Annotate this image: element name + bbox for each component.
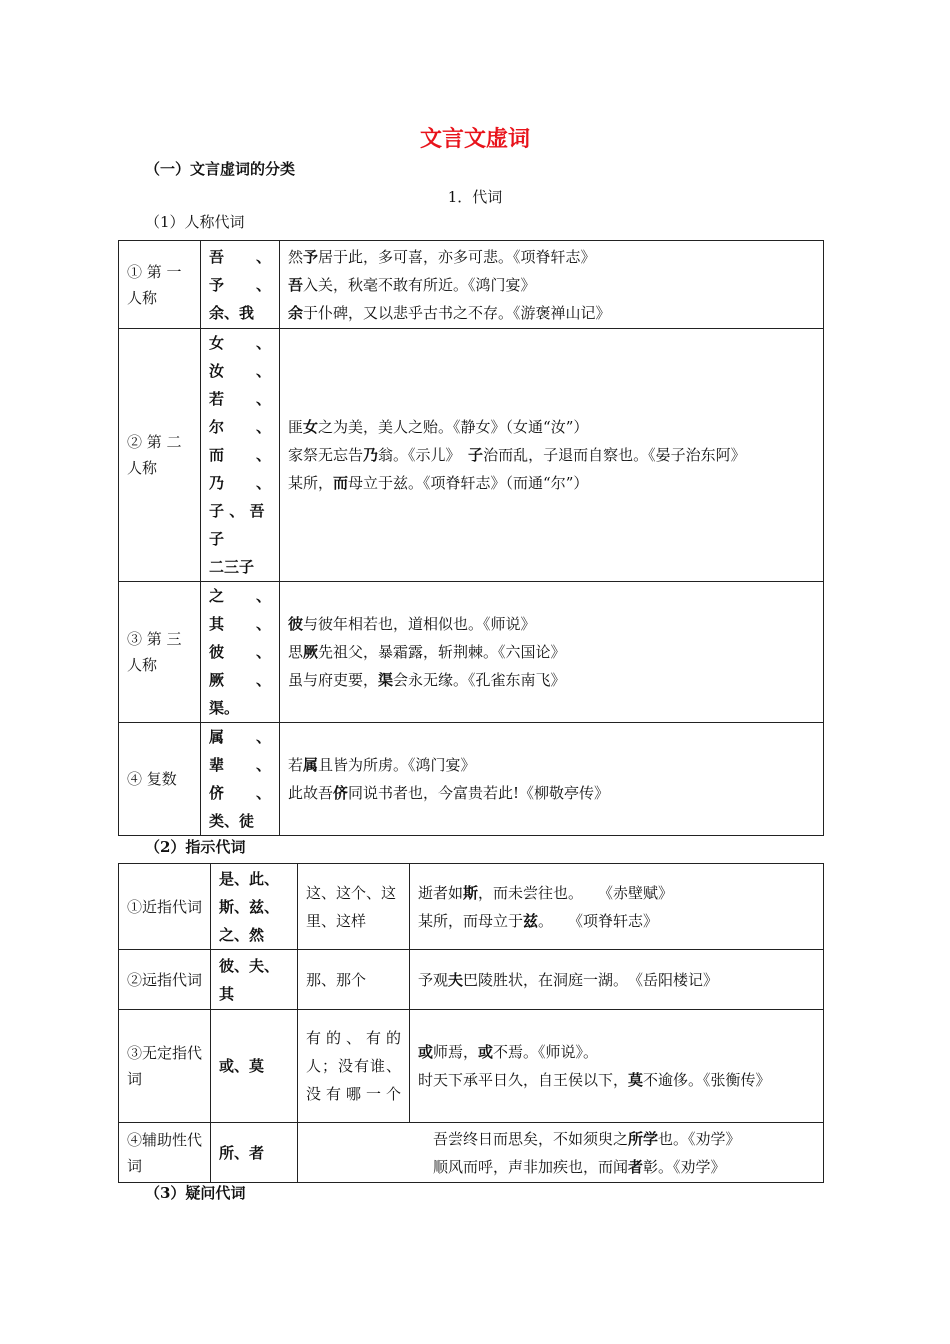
category-cell: ②远指代词 xyxy=(119,950,211,1010)
keyword-line: 子 、 吾 xyxy=(209,502,265,520)
table-row xyxy=(119,329,824,582)
example-line: 余于仆碑，又以悲乎古书之不存。《游褒禅山记》 xyxy=(288,303,611,322)
example-cell xyxy=(280,582,824,723)
keyword-line: 之 、 xyxy=(209,587,271,605)
keyword-line: 辈 、 xyxy=(209,756,271,774)
highlighted-word: 乃 xyxy=(363,446,379,464)
highlighted-word: 者 xyxy=(628,1157,644,1176)
example-cell xyxy=(410,950,824,1010)
keyword-cell xyxy=(201,241,280,329)
example-line: 思厥先祖父，暴霜露，斩荆棘。《六国论》 xyxy=(288,643,566,661)
highlighted-word: 渠 xyxy=(378,671,394,689)
highlighted-word: 余 xyxy=(288,303,304,322)
keyword-cell: 或、莫 xyxy=(211,1010,298,1123)
example-line: 彼与彼年相若也，道相似也。《师说》 xyxy=(288,615,536,633)
demonstrative-pronoun-heading: （2）指示代词 xyxy=(145,838,246,856)
keyword-line: 子 xyxy=(209,530,225,548)
keyword-cell: 所、者 xyxy=(211,1123,298,1183)
personal-pronoun-heading: （1）人称代词 xyxy=(145,213,245,231)
highlighted-word: 或 xyxy=(418,1043,434,1061)
keyword-line: 渠。 xyxy=(209,699,240,717)
example-line: 匪女之为美，美人之贻。《静女》（女通“汝”） xyxy=(288,418,589,436)
keyword-line: 吾 、 xyxy=(209,247,271,266)
table-row xyxy=(119,723,824,836)
example-line: 予观夫巴陵胜状，在洞庭一湖。 《岳阳楼记》 xyxy=(418,970,719,989)
example-line: 时天下承平日久，自王侯以下，莫不逾侈。《张衡传》 xyxy=(418,1071,771,1089)
example-cell xyxy=(298,1123,824,1183)
category-cell: ③ 第 三 人称 xyxy=(119,582,201,723)
highlighted-word: 女 xyxy=(303,418,319,436)
keyword-cell xyxy=(201,582,280,723)
example-line: 逝者如斯，而未尝往也。 《赤壁赋》 xyxy=(418,883,674,902)
table-row xyxy=(119,864,824,950)
example-line: 家祭无忘告乃翁。《示儿》 子治而乱，子退而自察也。《晏子治东阿》 xyxy=(288,446,746,464)
example-cell xyxy=(280,329,824,582)
table-row xyxy=(119,582,824,723)
category-cell: ④ 复数 xyxy=(119,723,201,836)
keyword-line: 厥 、 xyxy=(209,671,271,689)
keyword-cell xyxy=(201,329,280,582)
example-line: 或师焉，或不焉。《师说》。 xyxy=(418,1043,599,1061)
highlighted-word: 吾 xyxy=(288,275,304,294)
keyword-line: 类、徒 xyxy=(209,812,255,830)
demonstrative-pronoun-table xyxy=(118,863,824,1183)
subsection-heading: 1．代词 xyxy=(447,188,503,206)
interrogative-pronoun-heading: （3）疑问代词 xyxy=(145,1184,246,1202)
table-row xyxy=(119,1123,824,1183)
meaning-cell: 有的、有的人；没有谁、没有哪一个 xyxy=(298,1010,410,1123)
highlighted-word: 予 xyxy=(303,247,319,266)
highlighted-word: 或 xyxy=(478,1043,494,1061)
example-line: 若属且皆为所虏。《鸿门宴》 xyxy=(288,756,476,774)
category-cell: ② 第 二 人称 xyxy=(119,329,201,582)
keyword-line: 乃 、 xyxy=(209,474,271,492)
highlighted-word: 而 xyxy=(333,474,349,492)
highlighted-word: 子 xyxy=(468,446,484,464)
meaning-cell: 那、那个 xyxy=(298,950,410,1010)
keyword-line: 余、我 xyxy=(209,303,255,322)
highlighted-word: 厥 xyxy=(303,643,319,661)
highlighted-word: 莫 xyxy=(628,1071,644,1089)
highlighted-word: 属 xyxy=(303,756,319,774)
example-line: 虽与府吏要，渠会永无缘。《孔雀东南飞》 xyxy=(288,671,566,689)
personal-pronoun-table xyxy=(118,240,824,836)
meaning-cell: 这、这个、这里、这样 xyxy=(298,864,410,950)
example-cell xyxy=(410,1010,824,1123)
section-heading: （一）文言虚词的分类 xyxy=(145,160,296,178)
keyword-line: 女 、 xyxy=(209,334,271,352)
category-cell: ④辅助性代词 xyxy=(119,1123,211,1183)
keyword-line: 汝 、 xyxy=(209,362,271,380)
example-line: 吾入关，秋毫不敢有所近。《鸿门宴》 xyxy=(288,275,536,294)
keyword-cell: 是、此、斯、兹、之、然 xyxy=(211,864,298,950)
example-line: 然予居于此，多可喜，亦多可悲。《项脊轩志》 xyxy=(288,247,596,266)
highlighted-word: 夫 xyxy=(448,970,464,989)
keyword-cell xyxy=(201,723,280,836)
keyword-line: 二三子 xyxy=(209,558,255,576)
category-cell: ①近指代词 xyxy=(119,864,211,950)
keyword-line: 予 、 xyxy=(209,275,271,294)
keyword-line: 而 、 xyxy=(209,446,271,464)
page-title: 文言文虚词 xyxy=(419,127,530,152)
category-cell: ③无定指代词 xyxy=(119,1010,211,1123)
highlighted-word: 侪 xyxy=(333,784,349,802)
keyword-cell: 彼、夫、其 xyxy=(211,950,298,1010)
example-line: 某所，而母立于兹。《项脊轩志》（而通“尔”） xyxy=(288,474,589,492)
highlighted-word: 彼 xyxy=(288,615,304,633)
example-line: 吾尝终日而思矣，不如须臾之所学也。《劝学》 xyxy=(433,1129,741,1148)
keyword-line: 属 、 xyxy=(209,728,271,746)
example-cell xyxy=(280,723,824,836)
highlighted-word: 所学 xyxy=(628,1129,659,1148)
example-line: 顺风而呼，声非加疾也，而闻者彰。《劝学》 xyxy=(433,1157,726,1176)
table-row xyxy=(119,950,824,1010)
table-row xyxy=(119,1010,824,1123)
example-cell xyxy=(410,864,824,950)
highlighted-word: 斯 xyxy=(463,883,479,902)
keyword-line: 彼 、 xyxy=(209,643,271,661)
table-row xyxy=(119,241,824,329)
example-line: 某所，而母立于兹。 《项脊轩志》 xyxy=(418,911,659,930)
keyword-line: 若 、 xyxy=(209,390,271,408)
category-cell: ① 第 一 人称 xyxy=(119,241,201,329)
example-line: 此故吾侪同说书者也，今富贵若此!《柳敬亭传》 xyxy=(288,784,610,802)
example-cell xyxy=(280,241,824,329)
keyword-line: 尔 、 xyxy=(209,418,271,436)
keyword-line: 侪 、 xyxy=(209,784,271,802)
keyword-line: 其 、 xyxy=(209,615,271,633)
highlighted-word: 兹 xyxy=(523,911,539,930)
